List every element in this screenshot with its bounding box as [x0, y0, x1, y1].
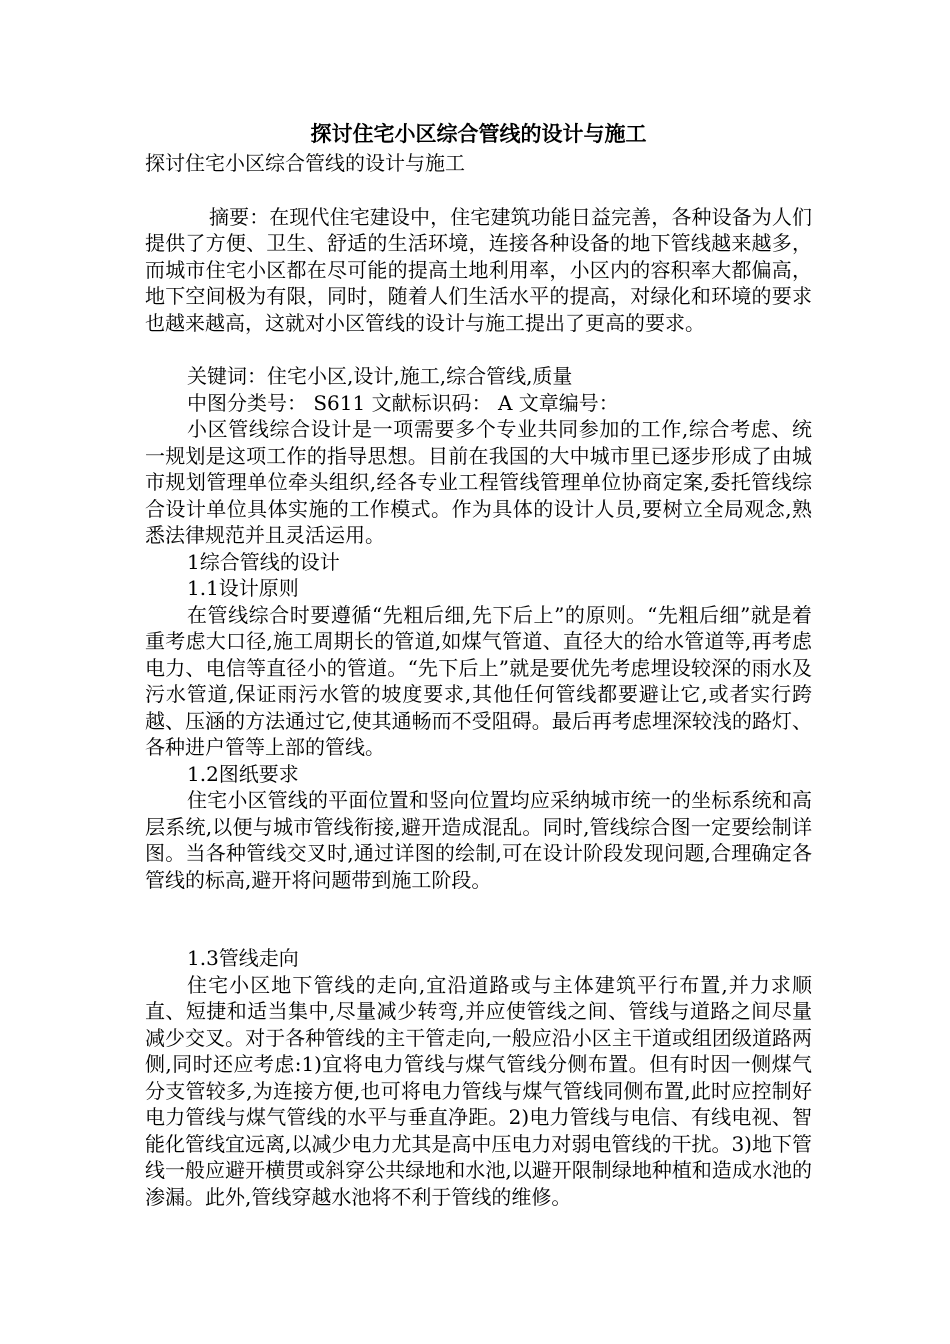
spacer [145, 336, 812, 363]
section-heading-1-3: 1.3管线走向 [187, 946, 299, 970]
section-1-2-paragraph: 住宅小区管线的平面位置和竖向位置均应采纳城市统一的坐标系统和高层系统,以便与城市管线衔接,避开造成混乱。同时,管线综合图一定要绘制详图。当各种管线交叉时,通过详图的绘制,可在设计阶段发现问题,合理确定各管线的标高,避开将问题带到施工阶段。 [145, 788, 812, 892]
section-heading-1-2: 1.2图纸要求 [187, 761, 299, 786]
section-heading-1: 1综合管线的设计 [187, 549, 340, 574]
section-1-1-paragraph: 在管线综合时要遵循“先粗后细,先下后上”的原则。“先粗后细”就是着重考虑大口径,施工周期长的管道,如煤气管道、直径大的给水管道等,再考虑电力、电信等直径小的管道。“先下后上”就是要优先考虑埋设较深的雨水及污水管道,保证雨污水管的坡度要求,其他任何管线都要避让它,或者实行跨越、压涵的方法通过它,使其通畅而不受阻碍。最后再考虑埋深较浅的路灯、各种进户管等上部的管线。 [145, 602, 812, 759]
spacer [145, 177, 812, 204]
spacer [145, 893, 812, 945]
intro-paragraph: 小区管线综合设计是一项需要多个专业共同参加的工作,综合考虑、统一规划是这项工作的指导思想。目前在我国的大中城市里已逐步形成了由城市规划管理单位牵头组织,经各专业工程管线管理单位协商定案,委托管线综合设计单位具体实施的工作模式。作为具体的设计人员,要树立全局观念,熟悉法律规范并且灵活运用。 [145, 417, 812, 547]
document-page [145, 118, 812, 1210]
section-1-3-paragraph: 住宅小区地下管线的走向,宜沿道路或与主体建筑平行布置,并力求顺直、短捷和适当集中,尽量减少转弯,并应使管线之间、管线与道路之间尽量减少交叉。对于各种管线的主干管走向,一般应沿小区主干道或组团级道路两侧,同时还应考虑:1)宜将电力管线与煤气管线分侧布置。但有时因一侧煤气分支管较多,为连接方便,也可将电力管线与煤气管线同侧布置,此时应控制好电力管线与煤气管线的水平与垂直净距。2)电力管线与电信、有线电视、智能化管线宜远离,以减少电力尤其是高中压电力对弱电管线的干扰。3)地下管线一般应避开横贯或斜穿公共绿地和水池,以避开限制绿地种植和造成水池的渗漏。此外,管线穿越水池将不利于管线的维修。 [145, 972, 812, 1209]
classification-line: 中图分类号： S611 文献标识码： A 文章编号： [187, 390, 619, 415]
keywords-line: 关键词：住宅小区,设计,施工,综合管线,质量 [187, 364, 573, 388]
section-heading-1-1: 1.1设计原则 [187, 576, 299, 600]
abstract-paragraph: 摘要：在现代住宅建设中，住宅建筑功能日益完善，各种设备为人们提供了方便、卫生、舒适的生活环境，连接各种设备的地下管线越来越多，而城市住宅小区都在尽可能的提高土地利用率，小区内的容积率大都偏高，地下空间极为有限，同时，随着人们生活水平的提高，对绿化和环境的要求也越来越高，这就对小区管线的设计与施工提出了更高的要求。 [145, 204, 812, 335]
document-title: 探讨住宅小区综合管线的设计与施工 [310, 122, 647, 146]
document-subtitle: 探讨住宅小区综合管线的设计与施工 [145, 151, 465, 175]
